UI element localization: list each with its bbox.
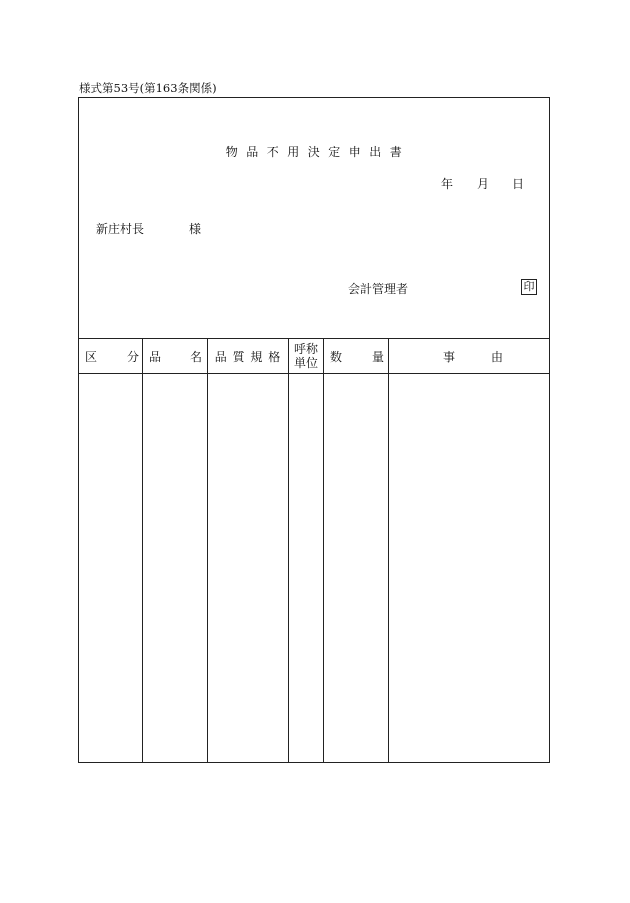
column-divider <box>323 338 324 762</box>
header-category <box>85 338 139 374</box>
addressee: 新庄村長 <box>96 222 145 236</box>
form-frame <box>78 97 550 763</box>
date-day-label: 日 <box>512 177 525 191</box>
header-reason-char-1: 事 <box>443 349 456 364</box>
form-label: 様式第53号(第163条関係) <box>79 81 217 95</box>
header-quantity <box>330 338 384 374</box>
column-divider <box>288 338 289 762</box>
officer-title: 会計管理者 <box>348 282 409 296</box>
honorific: 様 <box>189 222 202 236</box>
header-item-name-char-2: 名 <box>189 349 202 364</box>
column-divider <box>207 338 208 762</box>
header-unit-line-2: 単位 <box>293 356 318 370</box>
header-unit <box>289 338 323 374</box>
header-unit-line-1: 呼称 <box>293 342 318 356</box>
column-divider <box>388 338 389 762</box>
header-quantity-char-2: 量 <box>371 349 384 364</box>
header-spec: 品 質 規 格 <box>214 349 282 364</box>
header-category-char-1: 区 <box>85 349 98 364</box>
header-quantity-char-1: 数 <box>330 349 343 364</box>
header-item-name <box>149 338 202 374</box>
header-reason-char-2: 由 <box>490 349 503 364</box>
header-category-char-2: 分 <box>126 349 139 364</box>
form-header-area <box>79 98 549 338</box>
document-title: 物品不用決定申出書 <box>225 145 411 159</box>
header-item-name-char-1: 品 <box>149 349 162 364</box>
column-divider <box>142 338 143 762</box>
date-year-label: 年 <box>441 177 454 191</box>
date-month-label: 月 <box>477 177 490 191</box>
seal-mark: 印 <box>521 279 537 295</box>
header-reason <box>443 338 503 374</box>
